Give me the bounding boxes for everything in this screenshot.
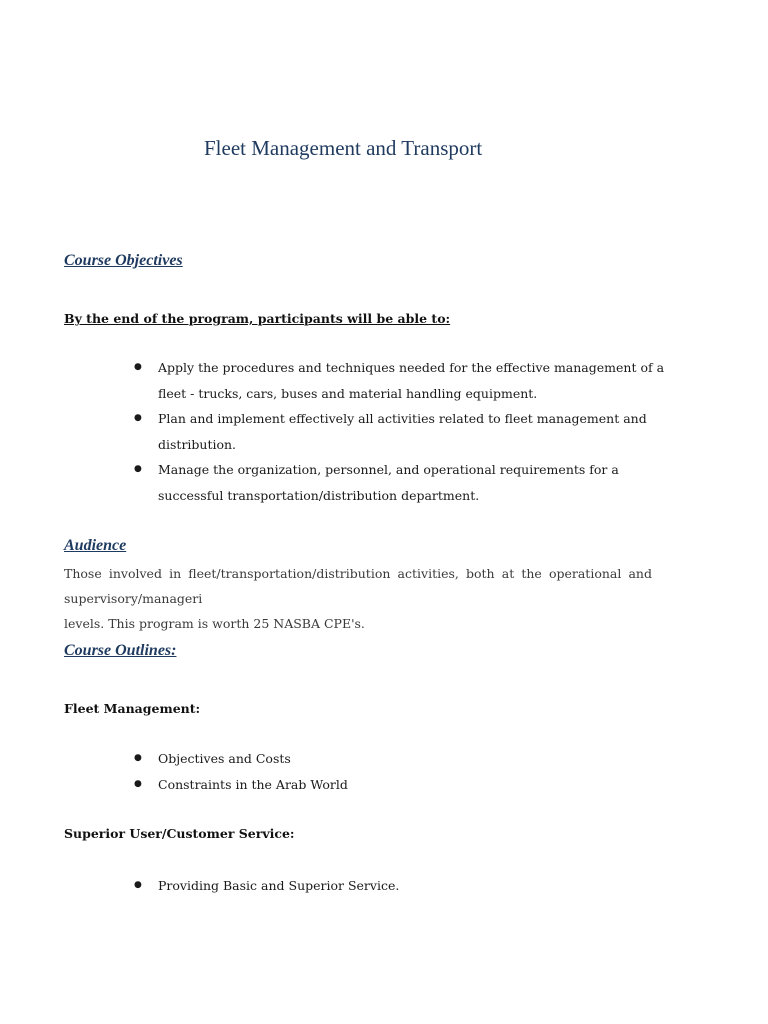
list-item — [134, 406, 674, 457]
objectives-intro: By the end of the program, participants will be able to: — [64, 311, 451, 326]
audience-text-line: levels. This program is worth 25 NASBA CPE's. — [64, 616, 365, 631]
customer-service-list — [134, 873, 534, 899]
audience-paragraph — [64, 561, 652, 636]
bullet-icon: ● — [134, 464, 142, 474]
list-item-text: Plan and implement effectively all activities related to fleet management and — [158, 411, 647, 426]
outline-section-title: Fleet Management: — [64, 701, 201, 716]
bullet-icon: ● — [134, 413, 142, 423]
list-item-text: Constraints in the Arab World — [158, 776, 348, 792]
outline-section-title: Superior User/Customer Service: — [64, 826, 295, 841]
list-item — [134, 355, 674, 406]
objectives-list — [134, 355, 674, 508]
list-item — [134, 457, 674, 508]
list-item-text: successful transportation/distribution department. — [158, 487, 480, 503]
bullet-icon: ● — [134, 362, 142, 372]
list-item-text: Providing Basic and Superior Service. — [158, 878, 400, 893]
bullet-icon: ● — [134, 778, 142, 789]
page-title: Fleet Management and Transport — [204, 136, 483, 160]
course-objectives-heading: Course Objectives — [64, 252, 183, 269]
course-outlines-heading: Course Outlines: — [64, 642, 177, 659]
audience-text-line: Those involved in fleet/transportation/distribution activities, both at the operational and — [64, 566, 652, 581]
list-item-text: Objectives and Costs — [158, 751, 291, 766]
audience-text-line: supervisory/manageri — [64, 591, 203, 606]
list-item — [134, 746, 534, 772]
list-item — [134, 873, 534, 899]
bullet-icon: ● — [134, 753, 142, 763]
list-item-text: Apply the procedures and techniques needed for the effective management of a — [158, 360, 665, 375]
audience-heading: Audience — [64, 537, 127, 554]
list-item — [134, 772, 534, 798]
bullet-icon: ● — [134, 880, 142, 890]
list-item-text: distribution. — [158, 436, 237, 452]
fleet-management-list — [134, 746, 534, 797]
list-item-text: Manage the organization, personnel, and operational requirements for a — [158, 462, 619, 477]
list-item-text: fleet - trucks, cars, buses and material handling equipment. — [158, 385, 538, 401]
